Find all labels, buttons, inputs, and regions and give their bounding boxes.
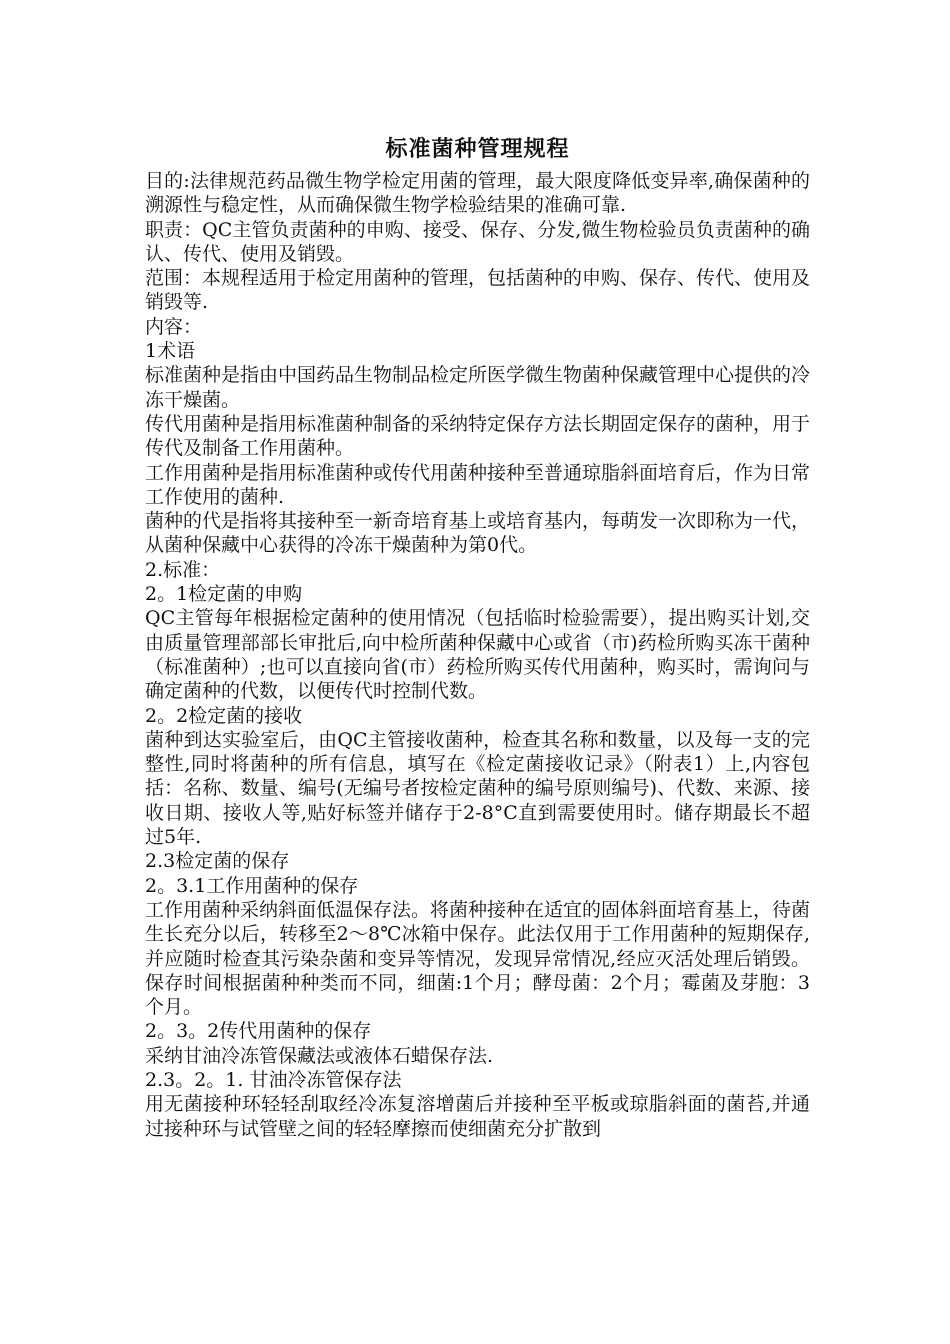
document-title: 标准菌种管理规程 bbox=[385, 137, 570, 162]
paragraph-passage-strain: 传代用菌种是指用标准菌种制备的采纳特定保存方法长期固定保存的菌种，用于传代及制备工作用菌种。 bbox=[145, 412, 811, 460]
paragraph-passage-storage: 采纳甘油冷冻管保藏法或液体石蜡保存法. bbox=[145, 1044, 494, 1067]
paragraph-standard-strain: 标准菌种是指由中国药品生物制品检定所医学微生物菌种保藏管理中心提供的冷冻干燥菌。 bbox=[145, 364, 811, 411]
subsection-heading-storage: 2.3检定菌的保存 bbox=[145, 850, 290, 873]
document-body bbox=[145, 136, 810, 1141]
subsection-heading-passage-storage: 2。3。2传代用菌种的保存 bbox=[145, 1020, 372, 1043]
paragraph-receipt: 菌种到达实验室后，由QC主管接收菌种，检查其名称和数量，以及每一支的完整性,同时将菌种的所有信息，填写在《检定菌接收记录》（附表1）上,内容包括：名称、数量、编号(无编号者按检定菌种的编号原则编号)、代数、来源、接收日期、接收人等,贴好标签并储存于2-8°C直到需要使用时。储存期最长不超过5年. bbox=[145, 728, 810, 849]
paragraph-glycerol: 用无菌接种环轻轻刮取经冷冻复溶增菌后并接种至平板或琼脂斜面的菌苔,并通过接种环与试管壁之间的轻轻摩擦而使细菌充分扩散到 bbox=[145, 1093, 810, 1140]
section-heading-terms: 1术语 bbox=[145, 340, 196, 363]
paragraph-generation: 菌种的代是指将其接种至一新奇培育基上或培育基内，每萌发一次即称为一代，从菌种保藏中心获得的冷冻干燥菌种为第0代。 bbox=[145, 510, 811, 557]
subsection-heading-glycerol: 2.3。2。1. 甘油冷冻管保存法 bbox=[145, 1068, 402, 1091]
subsection-heading-purchase: 2。1检定菌的申购 bbox=[145, 583, 303, 606]
paragraph-working-storage: 工作用菌种采纳斜面低温保存法。将菌种接种在适宜的固体斜面培育基上，待菌生长充分以后，转移至2～8℃冰箱中保存。此法仅用于工作用菌种的短期保存,并应随时检查其污染杂菌和变异等情况，发现异常情况,经应灭活处理后销毁。保存时间根据菌种种类而不同，细菌:1个月；酵母菌：2个月；霉菌及芽胞：3个月。 bbox=[145, 898, 811, 1019]
subsection-heading-working-storage: 2。3.1工作用菌种的保存 bbox=[145, 874, 359, 897]
paragraph-purchase: QC主管每年根据检定菌种的使用情况（包括临时检验需要），提出购买计划,交由质量管理部部长审批后,向中检所菌种保藏中心或省（市)药检所购买冻干菌种（标准菌种）;也可以直接向省(市）药检所购买传代用菌种，购买时，需询问与确定菌种的代数，以便传代时控制代数。 bbox=[145, 607, 810, 703]
paragraph-working-strain: 工作用菌种是指用标准菌种或传代用菌种接种至普通琼脂斜面培育后，作为日常工作使用的菌种. bbox=[145, 461, 811, 508]
subsection-heading-receipt: 2。2检定菌的接收 bbox=[145, 704, 303, 727]
paragraph-scope: 范围：本规程适用于检定用菌种的管理，包括菌种的申购、保存、传代、使用及销毁等. bbox=[145, 267, 811, 314]
paragraph-content-heading: 内容： bbox=[145, 315, 203, 338]
paragraph-responsibility: 职责：QC主管负责菌种的申购、接受、保存、分发,微生物检验员负责菌种的确认、传代、使用及销毁。 bbox=[145, 218, 810, 265]
section-heading-standard: 2.标准： bbox=[145, 558, 221, 581]
paragraph-purpose: 目的:法律规范药品微生物学检定用菌的管理，最大限度降低变异率,确保菌种的溯源性与稳定性，从而确保微生物学检验结果的准确可靠. bbox=[145, 170, 810, 217]
